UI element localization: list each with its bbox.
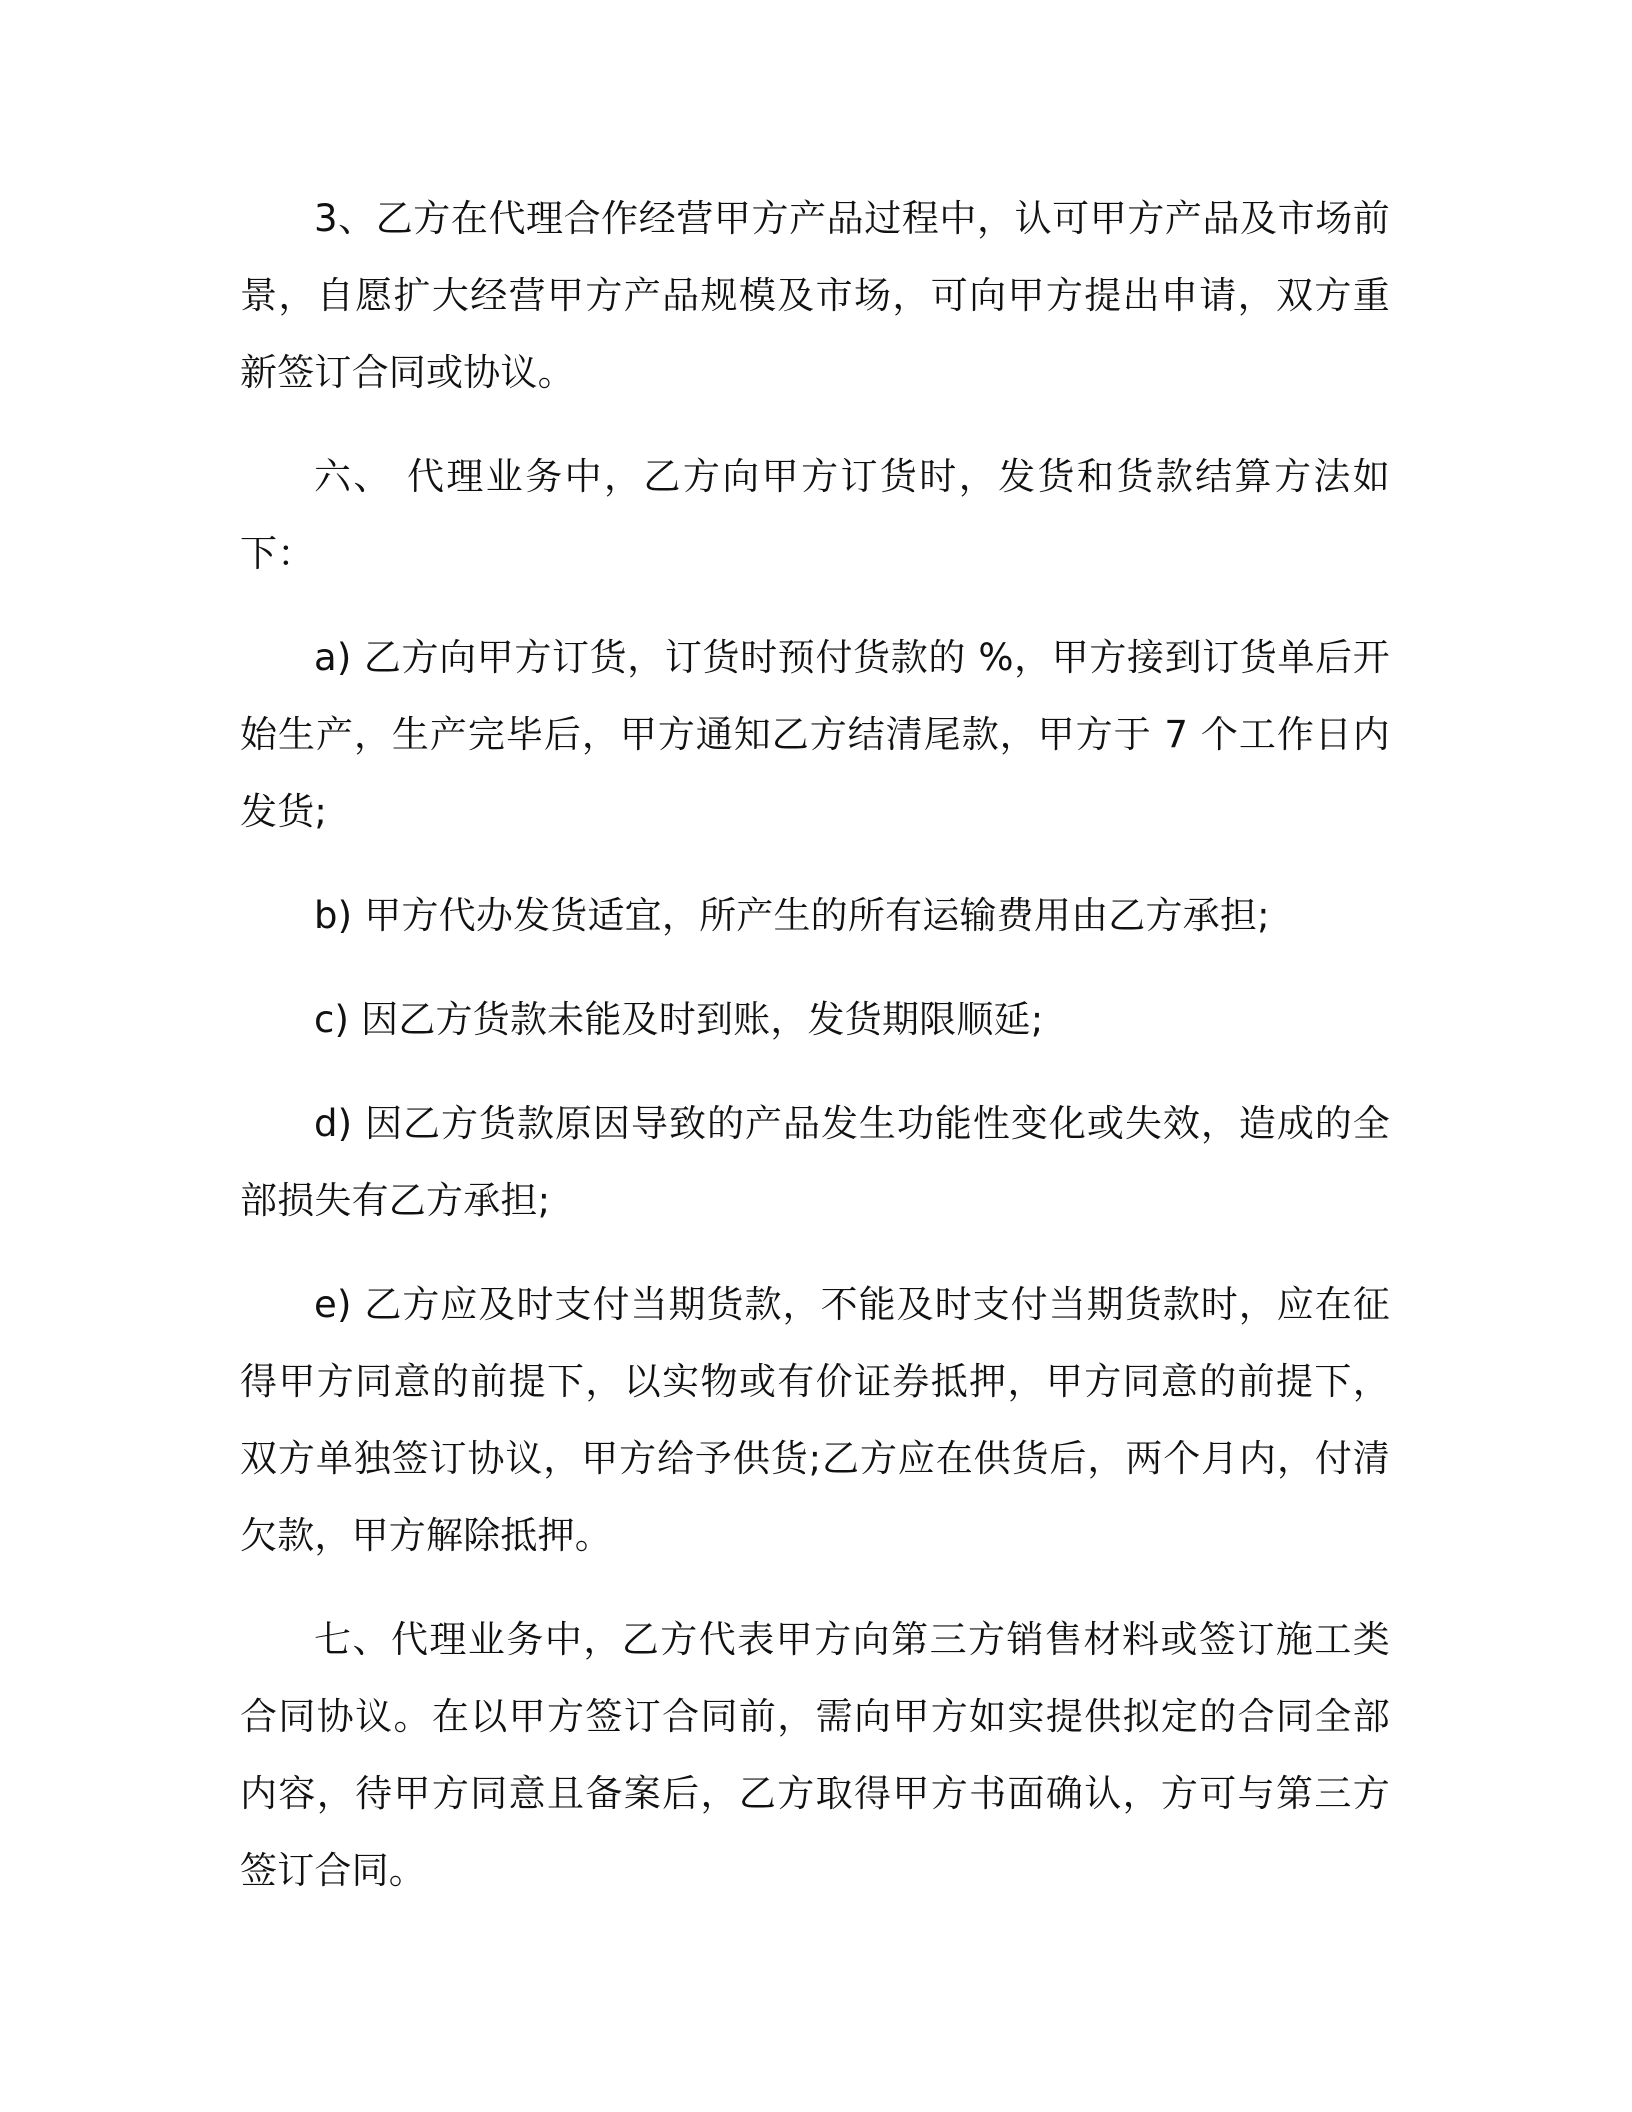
paragraph-section-6-heading: 六、 代理业务中，乙方向甲方订货时，发货和货款结算方法如下： xyxy=(240,455,1390,575)
document-body xyxy=(240,180,1390,1936)
paragraph-item-d: d) 因乙方货款原因导致的产品发生功能性变化或失效，造成的全部损失有乙方承担; xyxy=(240,1102,1390,1222)
paragraph-item-c: c) 因乙方货款未能及时到账，发货期限顺延; xyxy=(314,998,1044,1041)
paragraph-item-a: a) 乙方向甲方订货，订货时预付货款的 %，甲方接到订货单后开始生产，生产完毕后，甲方通知乙方结清尾款，甲方于 7 个工作日内发货; xyxy=(240,636,1390,833)
paragraph-section-7: 七、代理业务中，乙方代表甲方向第三方销售材料或签订施工类合同协议。在以甲方签订合同前，需向甲方如实提供拟定的合同全部内容，待甲方同意且备案后，乙方取得甲方书面确认，方可与第三方签订合同。 xyxy=(240,1618,1390,1892)
paragraph-item-b: b) 甲方代办发货适宜，所产生的所有运输费用由乙方承担; xyxy=(314,894,1270,937)
paragraph-item-e: e) 乙方应及时支付当期货款，不能及时支付当期货款时，应在征得甲方同意的前提下，以实物或有价证券抵押，甲方同意的前提下，双方单独签订协议，甲方给予供货;乙方应在供货后，两个月内，付清欠款，甲方解除抵押。 xyxy=(240,1283,1390,1557)
paragraph-clause-3: 3、乙方在代理合作经营甲方产品过程中，认可甲方产品及市场前景，自愿扩大经营甲方产品规模及市场，可向甲方提出申请，双方重新签订合同或协议。 xyxy=(240,197,1390,394)
